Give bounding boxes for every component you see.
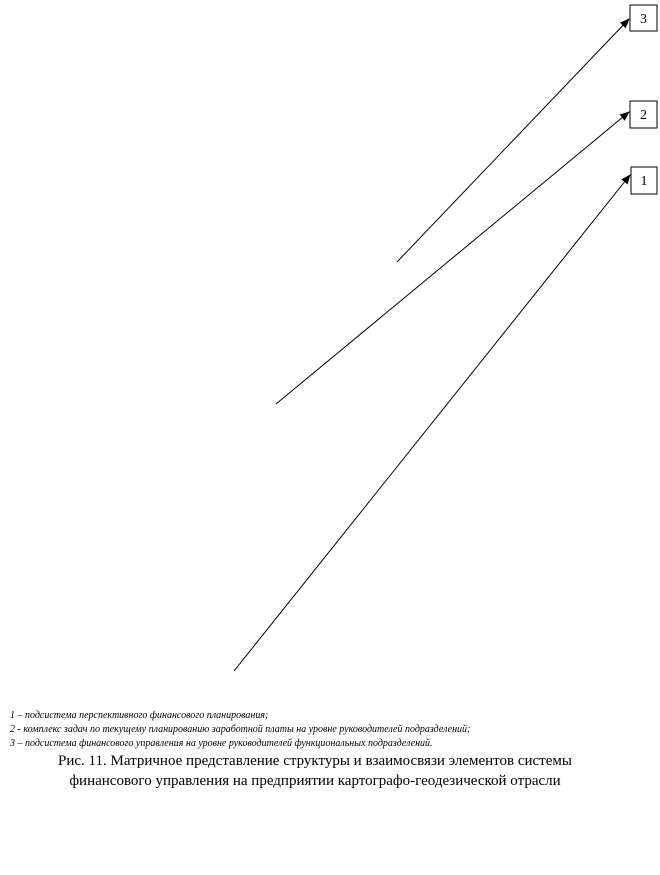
caption-line-1: Рис. 11. Матричное представление структуры и взаимосвязи элементов системы	[58, 753, 572, 769]
legend	[10, 709, 650, 751]
legend-item-2: 2 - комплекс задач по текущему планированию заработной платы на уровне руководителей подразделений;	[10, 724, 471, 735]
caption-line-2: финансового управления на предприятии картографо-геодезической отрасли	[69, 773, 561, 789]
arrow-to-box-1	[234, 175, 630, 671]
figure-caption	[0, 751, 630, 791]
box-3-label: 3	[640, 12, 647, 27]
arrow-to-box-2	[276, 112, 629, 404]
legend-item-1: 1 – подсистема перспективного финансового планирования;	[10, 710, 269, 721]
legend-item-3: 3 – подсистема финансового управления на уровне руководителей функциональных подразделений.	[10, 738, 433, 749]
box-1-label: 1	[640, 174, 648, 189]
box-1	[631, 167, 657, 194]
box-2	[630, 101, 657, 128]
box-2-label: 2	[640, 108, 647, 123]
box-3	[630, 5, 657, 31]
